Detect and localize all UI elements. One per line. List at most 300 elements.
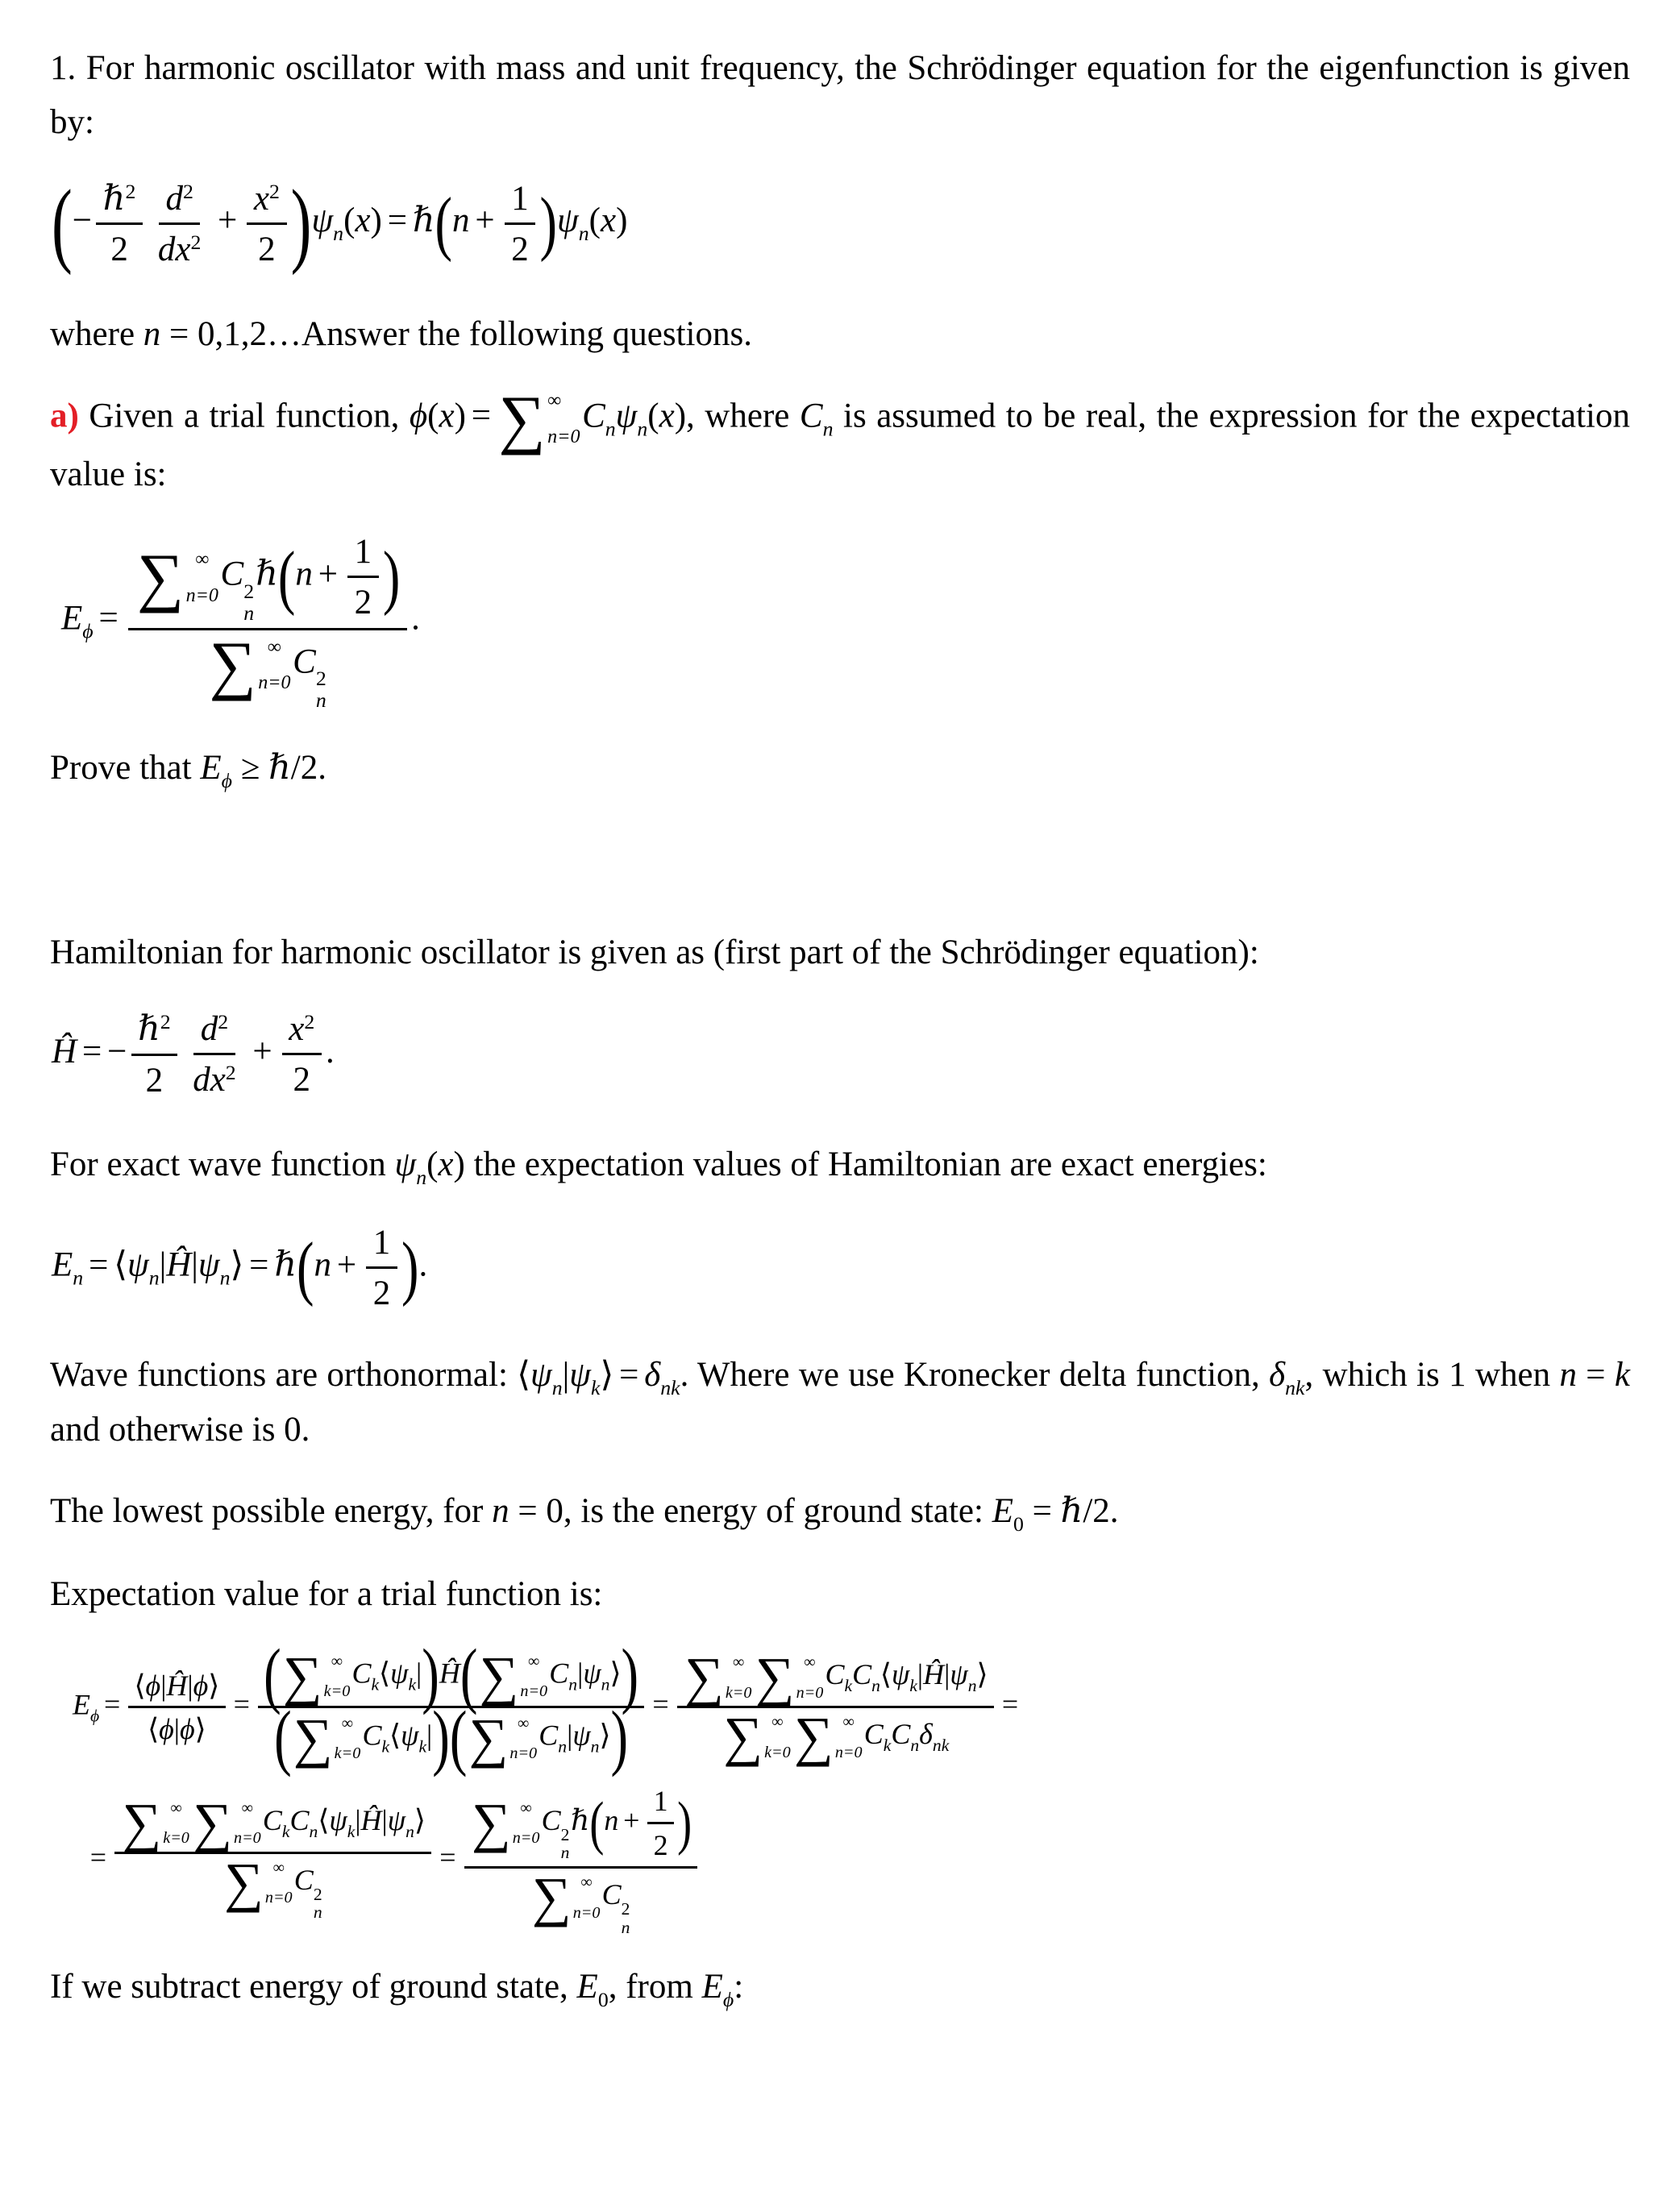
sum-limits [763, 1712, 791, 1762]
sym-k: k [281, 1821, 290, 1841]
sym-psi: ψ [572, 1719, 591, 1752]
paragraph-prove [50, 742, 1630, 797]
fraction-expectation [128, 530, 407, 713]
sym-n: n [604, 1803, 619, 1836]
sym-rp: ) [616, 202, 628, 240]
text-segment: For exact wave function [50, 1146, 395, 1184]
sum-limits [834, 1712, 863, 1762]
sym-rang: ⟩ [208, 1669, 220, 1702]
text-segment: Prove that [50, 749, 201, 788]
sym-sum: ∑ [755, 1646, 795, 1708]
sym-psi: ψ [530, 1355, 552, 1394]
sup-sub-stack [316, 667, 326, 711]
sym-eq: = [98, 599, 119, 638]
sym-2: 2 [125, 179, 136, 203]
text-segment: the expectation values of Hamiltonian are exact energies: [464, 1146, 1267, 1184]
sym-plus: + [336, 1245, 357, 1284]
sym-x: x [600, 202, 617, 240]
sym-bar: | [562, 1355, 570, 1394]
sym-delta: δ [1269, 1355, 1286, 1394]
sym-sum: ∑ [136, 540, 185, 614]
sym-2: 2 [269, 179, 280, 203]
sym-2: 2 [511, 230, 529, 268]
sym-k0: k=0 [334, 1744, 361, 1763]
sym-phi: ϕ [193, 1669, 209, 1702]
sym-bar: | [187, 1669, 193, 1702]
denominator [252, 225, 283, 271]
sym-psi: ψ [401, 1719, 419, 1752]
sym-delta: δ [919, 1718, 933, 1751]
sym-phi: ϕ [90, 1706, 100, 1726]
sym-sum: ∑ [479, 1644, 519, 1707]
sym-inf: ∞ [170, 1798, 182, 1817]
sym-2: 2 [258, 230, 276, 268]
fraction-double-sum [677, 1646, 994, 1768]
summation-n [794, 1706, 863, 1768]
sym-C: C [220, 555, 244, 594]
numerator [114, 1791, 431, 1853]
sym-hbar: ℏ [256, 555, 278, 594]
sym-rp: ) [677, 1790, 692, 1856]
sym-n: n [560, 1843, 570, 1863]
sym-inf: ∞ [241, 1798, 254, 1817]
sym-bar: | [160, 1669, 167, 1702]
sym-n0: n=0 [258, 672, 291, 694]
sym-hbar: ℏ [138, 1010, 160, 1049]
numerator [128, 1667, 225, 1708]
sym-lp: ( [589, 1790, 605, 1856]
sym-E: E [61, 599, 83, 638]
sym-sum: ∑ [471, 1791, 511, 1853]
denominator [647, 1824, 673, 1863]
sym-lp: ( [588, 202, 601, 240]
sym-nk: nk [1285, 1375, 1305, 1399]
sym-k: k [909, 1676, 917, 1696]
text-segment: /2. [290, 749, 326, 788]
sym-eq: = [103, 1688, 121, 1721]
sym-2: 2 [304, 1009, 315, 1033]
sym-k: k [844, 1676, 853, 1696]
sym-sum: ∑ [684, 1646, 724, 1708]
sum-limits [232, 1798, 261, 1848]
sym-rang: ⟩ [230, 1245, 244, 1284]
sup-sub-stack [243, 580, 254, 624]
sym-bar: | [426, 1719, 433, 1752]
sym-inf: ∞ [528, 1652, 540, 1670]
sym-lang: ⟨ [517, 1355, 531, 1394]
fraction-one-half [505, 177, 536, 271]
sum-limits [795, 1653, 824, 1703]
sym-2: 2 [243, 579, 255, 603]
numerator [347, 530, 379, 578]
sym-n: n [601, 1674, 610, 1694]
sym-psi: ψ [950, 1658, 968, 1691]
sym-phi: ϕ [82, 619, 94, 643]
text-segment: = 0,1,2…Answer the following questions. [160, 314, 752, 353]
sym-lang: ⟨ [148, 1713, 160, 1746]
sym-sum: ∑ [209, 628, 256, 702]
sym-hbar: ℏ [274, 1245, 297, 1284]
sym-sum: ∑ [723, 1706, 763, 1768]
sym-lp: ( [647, 397, 659, 435]
sym-psi: ψ [891, 1658, 910, 1691]
sym-E: E [992, 1492, 1013, 1531]
sym-sum: ∑ [224, 1851, 264, 1913]
text-segment: If we subtract energy of ground state, [50, 1968, 577, 2006]
text-segment: , where [686, 397, 800, 435]
equation-derivation-line-2 [85, 1782, 1630, 1938]
sym-E: E [576, 1968, 598, 2006]
equation-hamiltonian [52, 1008, 1630, 1102]
sym-sum: ∑ [531, 1866, 572, 1928]
summation-k [282, 1644, 351, 1707]
fraction-bracket-ratio [128, 1667, 225, 1747]
sym-2: 2 [182, 179, 193, 203]
sym-hbar: ℏ [268, 749, 291, 788]
sym-2: 2 [145, 1061, 164, 1100]
sym-C: C [799, 397, 823, 435]
sum-limits [161, 1798, 189, 1848]
denominator [347, 578, 379, 624]
denominator [142, 1708, 212, 1747]
summation-n [224, 1851, 293, 1913]
sym-2: 2 [354, 584, 372, 622]
sym-n: n [1559, 1355, 1577, 1394]
sym-sum: ∑ [498, 381, 546, 455]
sym-plus: + [318, 555, 339, 594]
text-segment: Wave functions are orthonormal: [50, 1355, 518, 1394]
sym-lp: ( [277, 537, 296, 617]
sym-2: 2 [218, 1009, 229, 1033]
sym-x: x [439, 397, 455, 435]
denominator [151, 225, 208, 271]
sym-lang: ⟨ [114, 1245, 127, 1284]
sym-rp: ) [454, 397, 466, 435]
sym-2: 2 [225, 1060, 236, 1084]
sym-C: C [582, 397, 605, 435]
summation-n [498, 381, 580, 455]
text-segment: = 0, is the energy of ground state: [509, 1492, 992, 1531]
sym-k: k [381, 1736, 390, 1757]
sym-eq: = [81, 1032, 102, 1071]
sym-psi: ψ [557, 202, 579, 240]
summation-n [531, 1866, 601, 1928]
text-segment: 1. For harmonic oscillator with mass and unit frequency, the Schrödinger equation for the eigenfunction is given by: [50, 49, 1630, 141]
sym-inf: ∞ [842, 1713, 855, 1732]
text-segment: and otherwise is 0. [50, 1411, 310, 1449]
sym-C: C [891, 1718, 911, 1751]
sum-limits [518, 1652, 547, 1702]
summation-n [209, 628, 291, 702]
sym-2: 2 [293, 1061, 310, 1100]
sym-x: x [289, 1009, 305, 1048]
sym-lp: ( [460, 1635, 478, 1717]
sym-n: n [73, 1266, 84, 1290]
text-segment: The lowest possible energy, for [50, 1492, 493, 1531]
sym-rp: ) [674, 397, 687, 435]
sym-eq: = [619, 1355, 639, 1394]
sum-limits [256, 635, 291, 695]
sym-C: C [362, 1719, 382, 1752]
sym-psi: ψ [583, 1657, 601, 1690]
text-segment: . Where we use Kronecker delta function, [680, 1355, 1270, 1394]
sym-rang: ⟩ [609, 1657, 622, 1690]
text-segment: is assumed to be real, the expression for the expectation value is: [50, 397, 1630, 494]
fraction-hbar2-over-2 [131, 1008, 178, 1102]
sym-n0: n=0 [512, 1829, 540, 1848]
sym-phi: ϕ [159, 1713, 174, 1746]
sym-psi: ψ [127, 1245, 149, 1284]
sym-psi: ψ [329, 1803, 347, 1836]
sym-n: n [605, 417, 616, 440]
sym-H-hat: Ĥ [166, 1245, 192, 1284]
sup-sub-stack [314, 1886, 322, 1922]
denominator [217, 1851, 330, 1923]
sym-lp: ( [449, 1697, 468, 1779]
sym-C: C [852, 1658, 872, 1691]
sym-k0: k=0 [764, 1743, 791, 1761]
denominator [286, 1055, 318, 1101]
sym-n: n [637, 417, 648, 440]
sym-2: 2 [315, 667, 326, 691]
sym-lang: ⟨ [134, 1669, 146, 1702]
sym-lp: ( [297, 1227, 314, 1307]
text-segment: = [1576, 1355, 1615, 1394]
sym-x: x [659, 397, 675, 435]
sym-2: 2 [372, 1274, 391, 1312]
paragraph-exact-wavefunction [50, 1138, 1630, 1194]
sym-n: n [219, 1266, 231, 1290]
sym-d: d [165, 179, 183, 218]
sym-rp: ) [610, 1697, 629, 1779]
sym-d: d [200, 1009, 218, 1048]
sym-hbar: ℏ [1060, 1492, 1083, 1531]
sym-n: n [315, 688, 326, 713]
sym-k: k [347, 1821, 356, 1841]
sym-rp: ) [621, 1635, 639, 1717]
sym-hbar: ℏ [571, 1803, 590, 1836]
sym-n0: n=0 [547, 426, 580, 447]
sym-n: n [416, 1166, 427, 1190]
summation-n [468, 1707, 538, 1769]
denominator [186, 1055, 243, 1101]
text-segment: , which is 1 when [1304, 1355, 1560, 1394]
fraction-x2-over-2 [247, 177, 286, 271]
sym-k: k [1614, 1355, 1630, 1394]
sym-psi: ψ [615, 397, 638, 435]
denominator [139, 1056, 170, 1102]
sym-psi: ψ [387, 1803, 406, 1836]
sym-bar: | [944, 1658, 950, 1691]
numerator [282, 1008, 322, 1055]
denominator [716, 1706, 955, 1768]
sym-C: C [825, 1658, 845, 1691]
sym-phi: ϕ [409, 397, 428, 435]
sym-eq: = [89, 1840, 107, 1873]
paragraph-hamiltonian-intro [50, 926, 1630, 980]
sym-bar: | [159, 1245, 167, 1284]
sym-bar: | [355, 1803, 361, 1836]
sym-H-hat: Ĥ [439, 1657, 460, 1690]
paragraph-orthonormal [50, 1349, 1630, 1457]
sym-2: 2 [110, 231, 128, 269]
sym-1: 1 [354, 533, 372, 572]
sym-inf: ∞ [547, 389, 562, 411]
sum-limits [184, 547, 218, 607]
sym-sum: ∑ [122, 1791, 162, 1853]
sym-lp: ( [274, 1697, 292, 1779]
denominator [200, 630, 335, 713]
sym-n: n [148, 1266, 160, 1290]
equation-exact-energies [52, 1221, 1630, 1315]
sum-limits [322, 1652, 351, 1702]
sym-k: k [408, 1674, 417, 1694]
sym-n: n [822, 417, 834, 440]
sym-n: n [492, 1492, 509, 1531]
sym-n0: n=0 [572, 1903, 601, 1922]
paragraph-ground-state [50, 1485, 1630, 1540]
text-segment: : [734, 1968, 744, 2006]
numerator [505, 177, 536, 225]
part-a-label: a) [50, 397, 89, 435]
sym-bar: | [567, 1719, 573, 1752]
sym-rp: ) [453, 1146, 465, 1184]
sym-C: C [289, 1803, 310, 1836]
text-segment: Expectation value for a trial function is: [50, 1574, 603, 1613]
sym-H-hat: Ĥ [52, 1032, 77, 1071]
sym-k0: k=0 [163, 1829, 189, 1848]
sym-minus: − [107, 1032, 127, 1071]
text-segment: , from [608, 1968, 702, 2006]
sym-H-hat: Ĥ [923, 1658, 945, 1691]
fraction-one-half [647, 1783, 673, 1863]
sym-k: k [883, 1736, 892, 1756]
equation-schrodinger [52, 170, 1630, 276]
sym-n0: n=0 [233, 1829, 261, 1848]
sym-n: n [910, 1736, 920, 1756]
sym-n: n [333, 222, 344, 246]
summation-n [471, 1791, 540, 1853]
sym-dot: . [418, 1245, 428, 1284]
sym-plus: + [475, 202, 495, 240]
sym-n0: n=0 [834, 1743, 863, 1761]
sym-E: E [200, 749, 222, 788]
sym-n: n [551, 1375, 563, 1399]
numerator [647, 1783, 673, 1824]
summation-n [755, 1646, 824, 1708]
sym-hbar: ℏ [102, 180, 126, 218]
sum-limits [511, 1798, 540, 1848]
sym-1: 1 [511, 179, 529, 218]
sym-n: n [405, 1821, 414, 1841]
sym-bar: | [917, 1658, 924, 1691]
sym-x: x [253, 179, 270, 218]
sym-inf: ∞ [331, 1652, 343, 1670]
fraction-x2-over-2 [282, 1008, 322, 1101]
sym-eq: = [1001, 1688, 1019, 1721]
sym-sum: ∑ [282, 1644, 322, 1707]
sym-k: k [418, 1736, 427, 1757]
sym-C: C [262, 1803, 282, 1836]
sym-eq: = [387, 202, 407, 240]
numerator [131, 1008, 178, 1056]
sym-E: E [52, 1245, 73, 1284]
sym-dx: dx [193, 1061, 226, 1100]
numerator [193, 1008, 235, 1055]
sym-2: 2 [653, 1828, 668, 1861]
equation-expectation-value [61, 530, 1630, 713]
paragraph-part-a [50, 381, 1630, 502]
summation-k [122, 1791, 189, 1853]
sym-inf: ∞ [520, 1798, 532, 1817]
sym-n: n [313, 1902, 322, 1923]
sym-C: C [539, 1719, 559, 1752]
sym-C: C [863, 1718, 884, 1751]
numerator [96, 177, 143, 225]
summation-n [479, 1644, 548, 1707]
sym-rang: ⟩ [414, 1803, 426, 1836]
sym-phi: ϕ [221, 769, 232, 793]
sym-rp: ) [401, 1227, 419, 1307]
fraction-one-half [347, 530, 379, 624]
sym-phi: ϕ [145, 1669, 161, 1702]
numerator [677, 1646, 994, 1708]
sym-psi: ψ [569, 1355, 591, 1394]
sym-inf: ∞ [267, 636, 281, 658]
sym-inf: ∞ [580, 1873, 593, 1892]
summation-n [193, 1791, 261, 1853]
sym-bar: | [381, 1803, 388, 1836]
sym-inf: ∞ [771, 1713, 784, 1732]
text-segment: = [1023, 1492, 1061, 1531]
numerator [247, 177, 286, 225]
sym-n: n [621, 1918, 630, 1938]
sym-eq: = [471, 397, 492, 435]
sym-C: C [549, 1657, 569, 1690]
sym-2: 2 [621, 1899, 630, 1919]
sym-n: n [578, 222, 589, 246]
sym-delta: δ [644, 1355, 661, 1394]
sym-H-hat: Ĥ [360, 1803, 382, 1836]
sym-n: n [967, 1676, 977, 1696]
sym-eq: = [233, 1688, 250, 1721]
sym-sum: ∑ [293, 1707, 333, 1769]
numerator [464, 1782, 698, 1869]
sym-hbar: ℏ [412, 202, 435, 240]
sym-plus: + [623, 1803, 640, 1836]
sym-phi: ϕ [722, 1988, 734, 2011]
sym-n: n [568, 1674, 578, 1694]
sym-n: n [452, 202, 470, 240]
denominator [104, 225, 135, 271]
fraction-double-sum-over-norm [114, 1791, 431, 1923]
sym-2: 2 [560, 1824, 570, 1844]
sym-nk: nk [932, 1736, 950, 1756]
sym-1: 1 [653, 1785, 668, 1818]
sym-dot: . [411, 599, 420, 638]
sym-rang: ⟩ [599, 1719, 611, 1752]
sym-E: E [73, 1688, 90, 1721]
sym-2: 2 [313, 1884, 322, 1904]
sym-bar: | [191, 1245, 198, 1284]
sym-H-hat: Ĥ [166, 1669, 188, 1702]
sym-inf: ∞ [804, 1653, 816, 1672]
denominator [268, 1697, 634, 1779]
sym-n: n [295, 555, 313, 594]
fraction-final [464, 1782, 698, 1938]
sym-rp: ) [382, 537, 401, 617]
sym-n: n [558, 1736, 568, 1757]
